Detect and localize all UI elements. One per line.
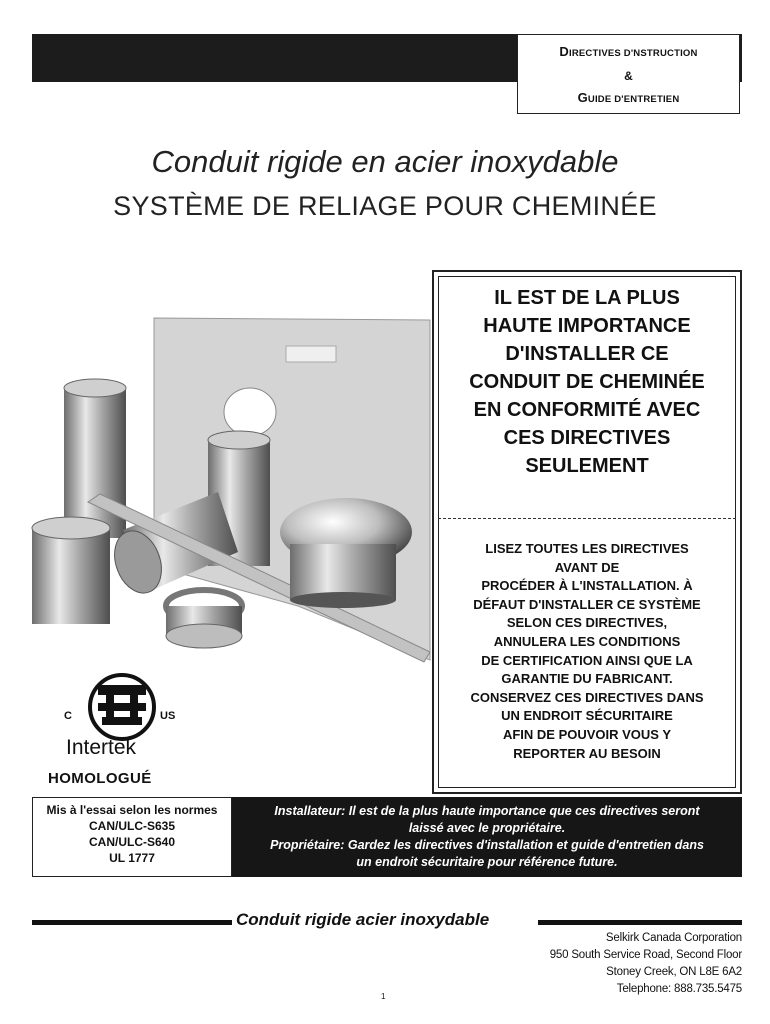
warning-body: LISEZ TOUTES LES DIRECTIVES AVANT DE PROCÉDER À L'INSTALLATION. À DÉFAUT D'INSTALLER CE SYSTÈME SELON CES DIRECTIVES, ANNULERA LES CONDITIONS DE CERTIFICATION AINSI QUE LA GARANTIE DU FABRICANT. CONSERVEZ CES DIRECTIVES DANS UN ENDROIT SÉCURITAIRE AFIN DE POUVOIR VOUS Y REPORTER AU BESOIN [470, 541, 704, 761]
listed-label: HOMOLOGUÉ [48, 770, 152, 787]
warning-heading: IL EST DE LA PLUS HAUTE IMPORTANCE D'INSTALLER CE CONDUIT DE CHEMINÉE EN CONFORMITÉ AVEC CES DIRECTIVES SEULEMENT [469, 287, 705, 477]
company-address: Selkirk Canada Corporation 950 South Service Road, Second Floor Stoney Creek, ON L8E 6A2 Telephone: 888.735.5475 [549, 932, 742, 995]
doc-type-line-1: DIRECTIVES D'NSTRUCTION [559, 44, 698, 59]
warning-divider [438, 518, 736, 519]
page-subtitle: SYSTÈME DE RELIAGE POUR CHEMINÉE [113, 191, 657, 221]
footer-rule-right [538, 920, 742, 925]
document-type-box [517, 34, 740, 114]
footer-title: Conduit rigide acier inoxydable [236, 910, 490, 929]
cert-brand: Intertek [66, 736, 137, 759]
installer-owner-note: Installateur: Il est de la plus haute importance que ces directives seront laissé avec le propriétaire. Propriétaire: Gardez les directives d'installation et guide d'entretien dans un endroit sécuritaire pour référence future. [232, 797, 742, 877]
page-title: Conduit rigide en acier inoxydable [151, 144, 619, 179]
doc-type-line-3: GUIDE D'ENTRETIEN [577, 90, 680, 105]
cert-us-label: US [160, 710, 176, 722]
footer-rule-left [32, 920, 232, 925]
page-number: 1 [381, 992, 386, 1001]
cert-c-label: C [64, 710, 72, 722]
doc-type-amp: & [624, 69, 633, 83]
tested-standards-box: Mis à l'essai selon les normes CAN/ULC-S635 CAN/ULC-S640 UL 1777 [32, 797, 232, 877]
product-photo [28, 316, 432, 676]
